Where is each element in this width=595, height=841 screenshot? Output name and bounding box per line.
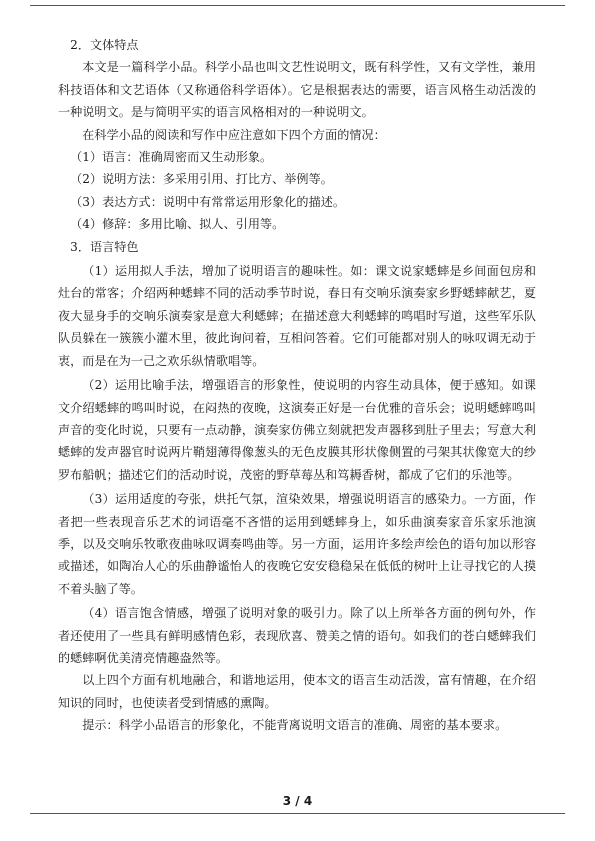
paragraph-personification: （1）运用拟人手法，增加了说明语言的趣味性。如：课文说家蟋蟀是乡间面包房和灶台的常客；介绍两种蟋蟀不同的活动季节时说，春日有交响乐演奏家乡野蟋蟀献艺，夏夜大显身手的交响乐演奏家是意大利蟋蟀；在描述意大利蟋蟀的鸣唱时写道，这些军乐队队员躲在一簇簇小灌木里，彼此询问着，互相问答着。它们可能都对别人的咏叹调无动于衷，而是在为一己之欢乐纵情歌唱等。 — [58, 264, 536, 368]
document-body — [58, 34, 536, 737]
paragraph-tip: 提示：科学小品语言的形象化，不能背离说明文语言的准确、周密的基本要求。 — [82, 718, 508, 733]
paragraph-style-notes: 在科学小品的阅读和写作中应注意如下四个方面的情况： — [82, 127, 386, 142]
paragraph-metaphor: （2）运用比喻手法，增强语言的形象性，使说明的内容生动具体，便于感知。如课文介绍蟋蟀的鸣叫时说，在闷热的夜晚，这演奏正好是一台优雅的音乐会；说明蟋蟀鸣叫声音的变化时说，只要有一点动静，演奏家仿佛立刻就把发声器移到肚子里去；写意大利蟋蟀的发声器官时说两片鞘翅薄得像葱头的无色皮膜其形状像侧置的弓架其状像宽大的纱罗布船帆；描述它们的活动时说，茂密的野草莓丛和笃耨香树，都成了它们的乐池等。 — [58, 378, 536, 482]
list-item-method: （2）说明方法：多采用引用、打比方、举例等。 — [70, 172, 333, 187]
list-item-expression: （3）表达方式：说明中有常常运用形象化的描述。 — [70, 194, 346, 209]
section-heading-style: 2．文体特点 — [70, 38, 139, 52]
paragraph-style-intro: 本文是一篇科学小品。科学小品也叫文艺性说明文，既有科学性，又有文学性，兼用科技语体和文艺语体（又称通俗科学语体）。它是根据表达的需要，语言风格生动活泼的一种说明文。是与简明平实的语言风格相对的一种说明文。 — [58, 60, 536, 120]
list-item-rhetoric: （4）修辞：多用比喻、拟人、引用等。 — [70, 217, 285, 232]
page-number: 3 / 4 — [282, 794, 313, 808]
section-heading-language: 3．语言特色 — [70, 239, 139, 254]
header-rule — [30, 5, 565, 6]
paragraph-summary: 以上四个方面有机地融合，和谐地运用，使本文的语言生动活泼，富有情趣，在介绍知识的同时，也使读者受到情感的熏陶。 — [58, 673, 536, 710]
list-item-language: （1）语言：准确周密而又生动形象。 — [70, 150, 273, 165]
paragraph-exaggeration: （3）运用适度的夸张，烘托气氛，渲染效果，增强说明语言的感染力。一方面，作者把一些表现音乐艺术的词语毫不吝惜的运用到蟋蟀身上，如乐曲演奏家音乐家乐池演季，以及交响乐牧歌夜曲咏叹调奏鸣曲等。另一方面，运用许多绘声绘色的语句加以形容或描述，如陶冶人心的乐曲静谧怡人的夜晚它安安稳稳呆在低低的树叶上让寻找它的人摸不着头脑了等。 — [58, 492, 536, 596]
paragraph-emotion: （4）语言饱含情感，增强了说明对象的吸引力。除了以上所举各方面的例句外，作者还使用了一些具有鲜明感情色彩，表现欣喜、赞美之情的语句。如我们的苍白蟋蟀我们的蟋蟀啊优美清亮情趣盎然等。 — [58, 606, 536, 665]
footer-rule — [30, 813, 565, 814]
